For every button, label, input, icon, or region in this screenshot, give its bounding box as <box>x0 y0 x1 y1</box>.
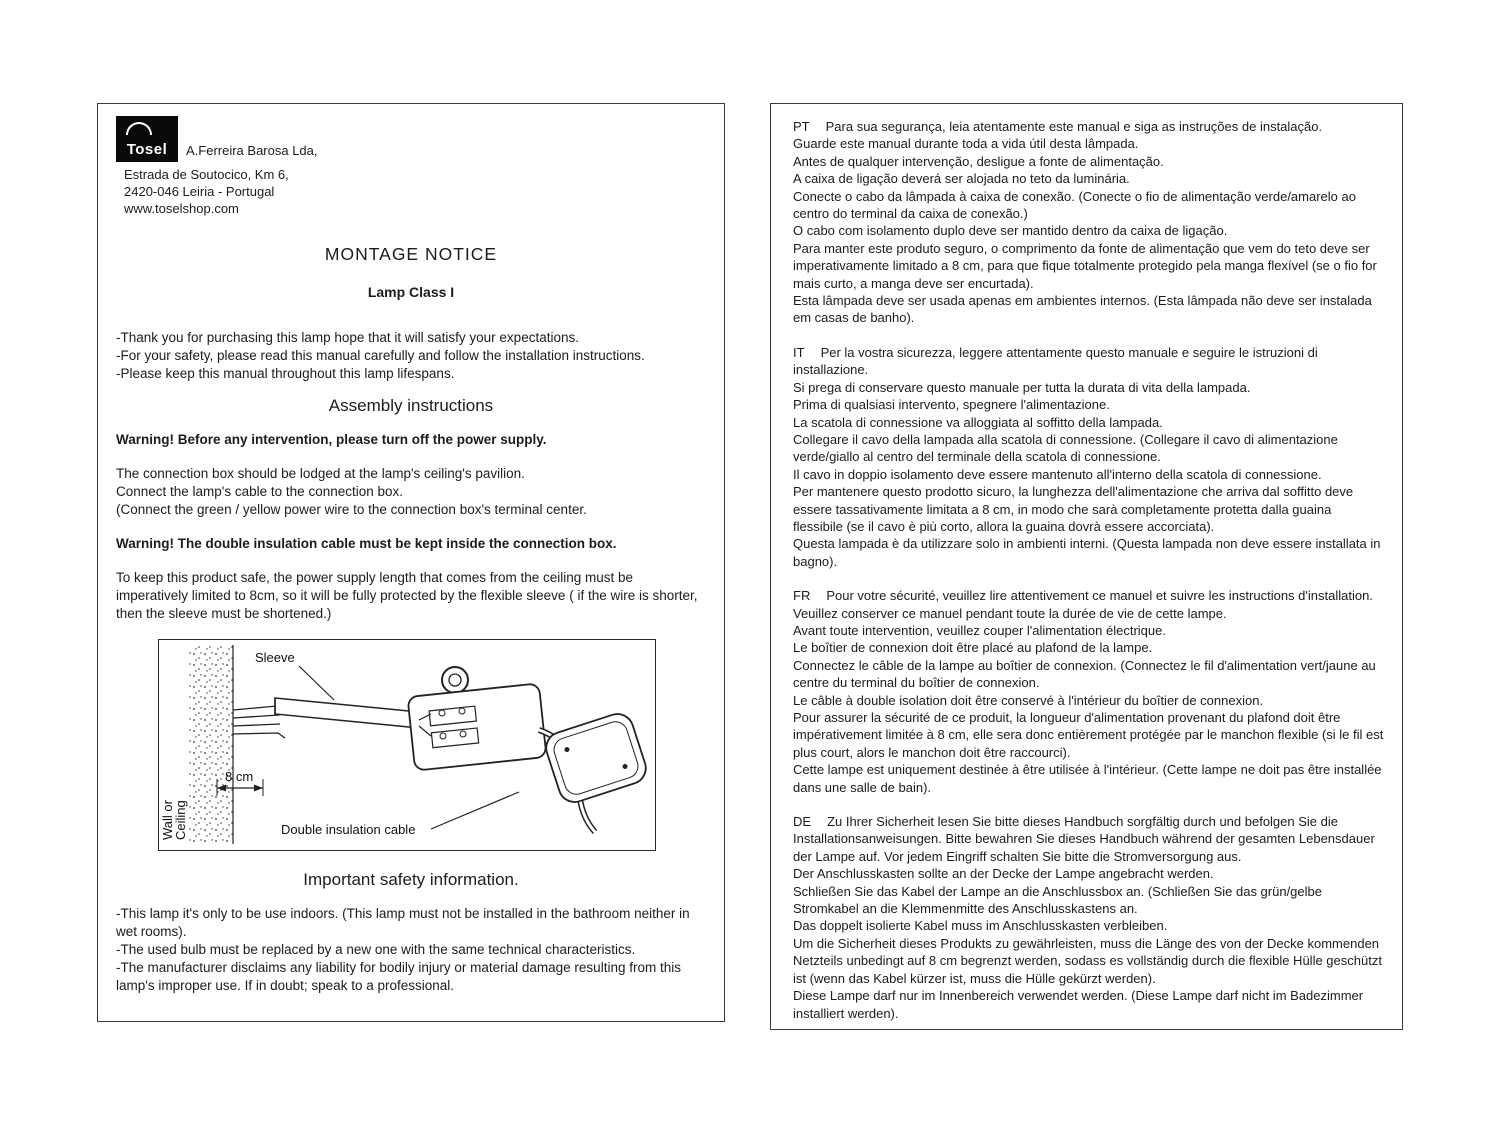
lang-line: Esta lâmpada deve ser usada apenas em ambientes internos. (Esta lâmpada não deve ser instalada em casas de banho). <box>793 293 1372 326</box>
intro-line: -For your safety, please read this manual carefully and follow the installation instructions. <box>116 348 645 363</box>
warning-insulation-cable: Warning! The double insulation cable must be kept inside the connection box. <box>116 536 617 551</box>
lang-intro-line <box>793 118 1384 135</box>
lang-line: A caixa de ligação deverá ser alojada no teto da luminária. <box>793 171 1130 187</box>
lang-line: Para manter este produto seguro, o comprimento da fonte de alimentação que vem do teto deve ser imperativamente limitado a 8 cm, para que fique totalmente protegido pela manga flexível (se o fio for mais curto, a manga deve ser encurtada). <box>793 240 1377 291</box>
canopy-plate <box>542 710 650 806</box>
diagram-drawing <box>159 640 654 849</box>
lang-line: Avant toute intervention, veuillez couper l'alimentation électrique. <box>793 622 1166 638</box>
lang-line: Connectez le câble de la lampe au boîtier de connexion. (Connectez le fil d'alimentation vert/jaune au centre du terminal du boîtier de connexion. <box>793 657 1376 691</box>
address-line: www.toselshop.com <box>124 201 239 216</box>
language-code: PT <box>793 119 810 134</box>
lang-line: Il cavo in doppio isolamento deve essere mantenuto all'interno della scatola di connessione. <box>793 466 1322 482</box>
lang-line: Cette lampe est uniquement destinée à être utilisée à l'intérieur. (Cette lampe ne doit pas être installée dans une salle de bain). <box>793 762 1382 795</box>
dimension-label: 8 cm <box>225 769 254 784</box>
lang-intro-line <box>793 587 1384 622</box>
lang-intro-text: Per la vostra sicurezza, leggere attentamente questo manuale e seguire le istruzioni di installazione. <box>793 344 1318 378</box>
safety-text <box>116 905 706 995</box>
lamp-dome-icon <box>126 122 152 135</box>
lang-line: Antes de qualquer intervenção, desligue a fonte de alimentação. <box>793 153 1164 169</box>
company-name: A.Ferreira Barosa Lda, <box>186 143 318 158</box>
lang-line: Schließen Sie das Kabel der Lampe an die Anschlussbox an. (Schließen Sie das grün/gelbe Stromkabel an die Klemmenmitte des Anschlusskastens an. <box>793 883 1322 917</box>
lang-line: Das doppelt isolierte Kabel muss im Anschlusskasten verbleiben. <box>793 918 1168 934</box>
language-code: DE <box>793 814 812 830</box>
instruction-line: (Connect the green / yellow power wire to the connection box's terminal center. <box>116 502 587 517</box>
installation-diagram <box>158 639 656 851</box>
brand-header <box>116 116 706 162</box>
tosel-logo <box>116 116 178 162</box>
address-line: 2420-046 Leiria - Portugal <box>124 184 275 199</box>
instruction-line: The connection box should be lodged at the lamp's ceiling's pavilion. <box>116 466 525 481</box>
safety-heading: Important safety information. <box>303 870 519 889</box>
lang-intro-line <box>793 813 1384 865</box>
safety-line: -The used bulb must be replaced by a new one with the same technical characteristics. <box>116 942 636 957</box>
lang-line: Der Anschlusskasten sollte an der Decke der Lampe angebracht werden. <box>793 866 1214 882</box>
cable-label: Double insulation cable <box>281 822 416 837</box>
assembly-heading: Assembly instructions <box>328 396 494 415</box>
lang-line: Le câble à double isolation doit être conservé à l'intérieur du boîtier de connexion. <box>793 692 1264 708</box>
lang-line: Si prega di conservare questo manuale per tutta la durata di vita della lampada. <box>793 379 1251 395</box>
manual-page-translations <box>770 103 1403 1030</box>
sleeve-leader-line <box>299 666 334 700</box>
intro-line: -Thank you for purchasing this lamp hope that it will satisfy your expectations. <box>116 330 579 345</box>
lang-line: Per mantenere questo prodotto sicuro, la lunghezza dell'alimentazione che arriva dal soffitto deve essere tassativamente limitata a 8 cm, in modo che sarà completamente protetta dalla guaina flessibile (se il cavo è più corto, allora la guaina dovrà essere accorciata). <box>793 484 1354 534</box>
lang-line: La scatola di connessione va alloggiata al soffitto della lampada. <box>793 414 1163 430</box>
lang-section-fr <box>793 587 1384 796</box>
lang-section-pt <box>793 118 1384 327</box>
lang-section-it <box>793 344 1384 570</box>
lang-intro-text: Pour votre sécurité, veuillez lire attentivement ce manuel et suivre les instructions d'installation. Veuillez conserver ce manuel pendant toute la durée de vie de cette lampe. <box>793 588 1373 621</box>
lang-line: Collegare il cavo della lampada alla scatola di connessione. (Collegare il cavo di alimentazione verde/giallo al centro del terminale della scatola di connessione. <box>793 431 1338 465</box>
company-address <box>124 166 706 217</box>
wall-label-line1: Wall or <box>160 800 175 840</box>
lang-intro-line <box>793 344 1384 379</box>
lang-line: Guarde este manual durante toda a vida útil desta lâmpada. <box>793 136 1139 152</box>
lang-line: O cabo com isolamento duplo deve ser mantido dentro da caixa de ligação. <box>793 223 1228 239</box>
sleeve-label: Sleeve <box>255 650 295 665</box>
intro-line: -Please keep this manual throughout this lamp lifespans. <box>116 366 455 381</box>
page-subtitle: Lamp Class I <box>367 284 455 300</box>
connection-box <box>407 667 546 771</box>
lang-line: Conecte o cabo da lâmpada à caixa de conexão. (Conecte o fio de alimentação verde/amarelo ao centro do terminal da caixa de conexão.) <box>793 188 1356 222</box>
lang-line: Prima di qualsiasi intervento, spegnere l'alimentazione. <box>793 397 1110 413</box>
sleeve-paragraph: To keep this product safe, the power supply length that comes from the ceiling must be imperatively limited to 8cm, so it will be fully protected by the flexible sleeve ( if the wire is shorter, then the sleeve must be shortened.) <box>116 570 698 621</box>
lang-intro-text: Para sua segurança, leia atentamente este manual e siga as instruções de instalação. <box>825 119 1323 134</box>
language-code: IT <box>793 344 805 360</box>
language-code: FR <box>793 588 811 604</box>
logo-text: Tosel <box>126 141 168 158</box>
page-title: MONTAGE NOTICE <box>324 244 498 264</box>
lang-line: Questa lampada è da utilizzare solo in ambienti interni. (Questa lampada non deve essere installata in bagno). <box>793 536 1381 569</box>
sleeve-shape <box>275 698 419 728</box>
lang-line: Um die Sicherheit dieses Produkts zu gewährleisten, muss die Länge des von der Decke kommenden Netzteils unbedingt auf 8 cm begrenzt werden, sodass es vollständig durch die flexible Hülle geschützt ist (wenn das Kabel kürzer ist, muss die Hülle gekürzt werden). <box>793 935 1382 986</box>
intro-text <box>116 329 706 383</box>
lang-section-de <box>793 813 1384 1022</box>
translation-sections <box>793 118 1384 1022</box>
instruction-line: Connect the lamp's cable to the connection box. <box>116 484 404 499</box>
lang-line: Pour assurer la sécurité de ce produit, la longueur d'alimentation provenant du plafond doit être impérativement limitée à 8 cm, elle sera donc entièrement protégée par le manchon flexible (si le fil est plus court, alors le manchon doit être raccourci). <box>793 710 1384 760</box>
safety-line: -The manufacturer disclaims any liability for bodily injury or material damage resulting from this lamp's improper use. If in doubt; speak to a professional. <box>116 960 681 993</box>
lang-line: Diese Lampe darf nur im Innenbereich verwendet werden. (Diese Lampe darf nicht im Badezimmer installiert werden). <box>793 988 1364 1021</box>
address-line: Estrada de Soutocico, Km 6, <box>124 167 289 182</box>
cable-leader-line <box>431 792 519 829</box>
manual-page-english <box>97 103 725 1022</box>
wall-label <box>160 799 188 840</box>
wall-label-line2: Ceiling <box>173 800 188 840</box>
lang-line: Le boîtier de connexion doit être placé au plafond de la lampe. <box>793 640 1153 656</box>
connection-instructions <box>116 465 706 519</box>
safety-line: -This lamp it's only to be use indoors. (This lamp must not be installed in the bathroom neither in wet rooms). <box>116 906 690 939</box>
wall-hatch <box>189 645 233 844</box>
warning-power-supply: Warning! Before any intervention, please turn off the power supply. <box>116 432 547 447</box>
lang-intro-text: Zu Ihrer Sicherheit lesen Sie bitte dieses Handbuch sorgfältig durch und befolgen Sie die Installationsanweisungen. Bitte bewahren Sie dieses Handbuch während der gesamten Lebensdauer der Lampe auf. Vor jedem Eingriff schalten Sie bitte die Stromversorgung aus. <box>793 814 1375 864</box>
